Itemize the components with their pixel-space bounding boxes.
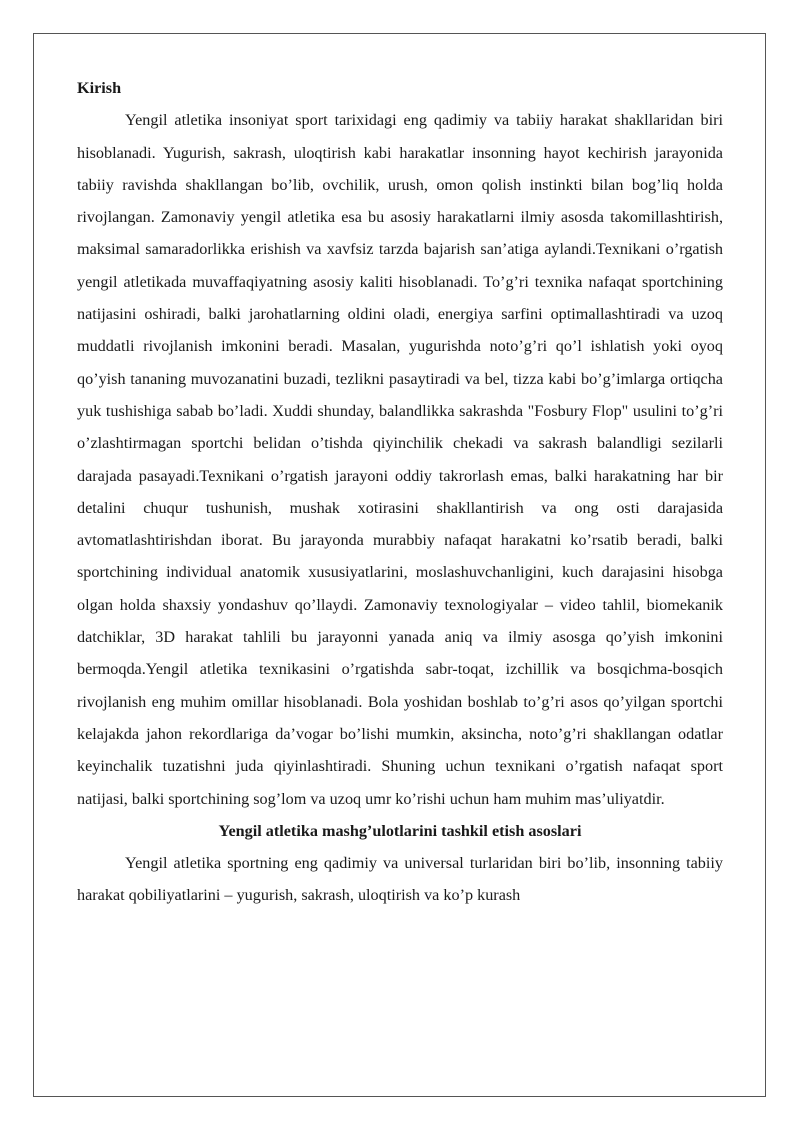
section-paragraph-mashgulotlar: Yengil atletika sportning eng qadimiy va universal turlaridan biri bo’lib, insonning tabiiy harakat qobiliyatlarini – yugurish, sakrash, uloqtirish va ko’p kurash <box>77 854 723 905</box>
section-heading-kirish: Kirish <box>77 79 122 97</box>
section-heading-mashgulotlar: Yengil atletika mashg’ulotlarini tashkil etish asoslari <box>218 821 582 840</box>
document-body <box>77 72 723 912</box>
section-paragraph-kirish: Yengil atletika insoniyat sport tarixidagi eng qadimiy va tabiiy harakat shakllaridan biri hisoblanadi. Yugurish, sakrash, uloqtirish kabi harakatlar insonning hayot kechirish jarayonida tabiiy ravishda shakllangan bo’lib, ovchilik, urush, omon qolish instinkti bilan bog’liq holda rivojlangan. Zamonaviy yengil atletika esa bu asosiy harakatlarni ilmiy asosda takomillashtirish, maksimal samaradorlikka erishish va xavfsiz tarzda bajarish san’atiga aylandi.Texnikani o’rgatish yengil atletikada muvaffaqiyatning asosiy kaliti hisoblanadi. To’g’ri texnika nafaqat sportchining natijasini oshiradi, balki jarohatlarning oldini oladi, energiya sarfini optimallashtiradi va uzoq muddatli rivojlanish imkonini beradi. Masalan, yugurishda noto’g’ri qo’l ishlatish yoki oyoq qo’yish tananing muvozanatini buzadi, tezlikni pasaytiradi va bel, tizza kabi bo’g’imlarga ortiqcha yuk tushishiga sabab bo’ladi. Xuddi shunday, balandlikka sakrashda "Fosbury Flop" usulini to’g’ri o’zlashtirmagan sportchi belidan o’tishda qiyinchilik chekadi va sakrash balandligi sezilarli darajada pasayadi.Texnikani o’rgatish jarayoni oddiy takrorlash emas, balki harakatning har bir detalini chuqur tushunish, mushak xotirasini shakllantirish va ong osti darajasida avtomatlashtirishdan iborat. Bu jarayonda murabbiy nafaqat harakatni ko’rsatib beradi, balki sportchining individual anatomik xususiyatlarini, moslashuvchanligini, kuch darajasini hisobga olgan holda shaxsiy yondashuv qo’llaydi. Zamonaviy texnologiyalar – video tahlil, biomekanik datchiklar, 3D harakat tahlili bu jarayonni yanada aniq va ilmiy asosga qo’yish imkonini bermoqda.Yengil atletika texnikasini o’rgatishda sabr-toqat, izchillik va bosqichma-bosqich rivojlanish eng muhim omillar hisoblanadi. Bola yoshidan boshlab to’g’ri asos qo’yilgan sportchi kelajakda jahon rekordlariga da’vogar bo’lishi mumkin, aksincha, noto’g’ri shakllangan odatlar keyinchalik tuzatishni juda qiyinlashtiradi. Shuning uchun texnikani o’rgatish nafaqat sport natijasi, balki sportchining sog’lom va uzoq umr ko’rishi uchun ham muhim mas’uliyatdir. <box>77 111 723 808</box>
